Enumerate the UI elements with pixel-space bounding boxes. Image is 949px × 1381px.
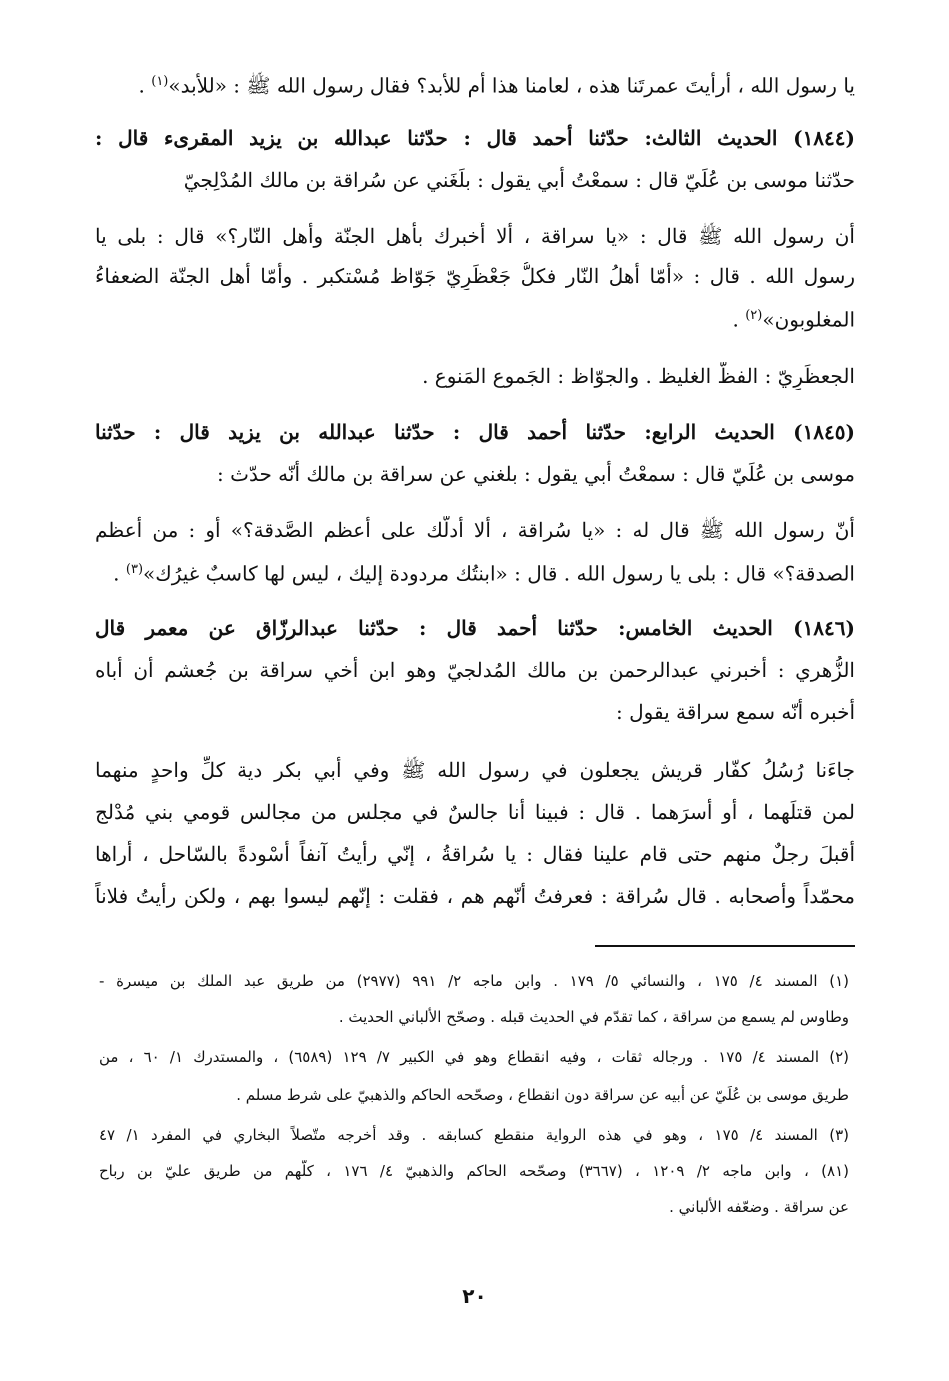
hadith-heading: (١٨٤٦) الحديث الخامس: حدّثنا أحمد قال : حدّثنا عبدالرزّاق عن معمر قال <box>95 616 855 640</box>
text-line: المغلوبون»$^{(٢)}$ . <box>732 307 855 332</box>
text-line: موسى بن عُلَيّ قال : سمعْتُ أبي يقول : بلغني عن سراقة بن مالك أنّه حدّث : <box>217 462 855 486</box>
text-line: يا رسول الله ، أرأيتَ عمرتَنا هذه ، لعامنا هذا أم للأبد؟ فقال رسول الله ﷺ : «للأبد»$^{(١)}$ . <box>138 73 855 98</box>
text-line: حدّثنا موسى بن عُلَيّ قال : سمعْتُ أبي يقول : بلَغَني عن سُراقة بن مالك المُدْلِجيّ <box>183 168 855 192</box>
text-line: لمن قتلَهما ، أو أسرَهما . قال : فبينا أنا جالسٌ في مجلس من مجالس قومي بني مُدْلج <box>95 800 855 824</box>
text-line: الزُّهري : أخبرني عبدالرحمن بن مالك المُدلجيّ وهو ابن أخي سراقة بن جُعشم أن أباه <box>95 658 855 682</box>
text-line: محمّداً وأصحابه . قال سُراقة : فعرفتُ أنّهم هم ، فقلت : إنّهم ليسوا بهم ، ولكن رأيتُ فلاناً <box>95 884 855 908</box>
footnote-line: وطاوس لم يسمع من سراقة ، كما تقدّم في الحديث قبله . وصحّح الألباني الحديث . <box>338 1008 849 1026</box>
text-line: جاءَنا رُسُلُ كفّار قريش يجعلون في رسول الله ﷺ وفي أبي بكر دية كلِّ واحدٍ منهما <box>95 758 855 782</box>
footnote-line: طريق موسى بن عُلَيّ عن أبيه عن سراقة دون انقطاع ، وصحّحه الحاكم والذهبيّ على شرط مسلم . <box>236 1086 849 1104</box>
hadith-heading: (١٨٤٤) الحديث الثالث: حدّثنا أحمد قال : حدّثنا عبدالله بن يزيد المقرىء قال : <box>95 126 855 150</box>
text-line: رسول الله . قال : «أمّا أهلُ النّار فكلُّ جَعْظَرِيّ جَوّاظ مُسْتكبر . وأمّا أهل الجنّة الضعفاءُ <box>95 264 855 288</box>
footnote-line: (١) المسند ٤/ ١٧٥ ، والنسائي ٥/ ١٧٩ . وابن ماجه ٢/ ٩٩١ (٢٩٧٧) من طريق عبد الملك بن ميسرة - <box>99 972 849 990</box>
text-line: أنّ رسول الله ﷺ قال له : «يا سُراقة ، ألا أدلُّك على أعظم الصَّدقة؟» أو : من أعظم <box>95 518 855 542</box>
hadith-heading: (١٨٤٥) الحديث الرابع: حدّثنا أحمد قال : حدّثنا عبدالله بن يزيد قال : حدّثنا <box>95 420 855 444</box>
text-line: الصدقة؟» قال : بلى يا رسول الله . قال : «ابنتُك مردودة إليك ، ليس لها كاسبٌ غيرُك»$^{(٣)}$ . <box>113 561 855 586</box>
footnote-divider <box>595 945 855 947</box>
footnote-line: عن سراقة . وضعّفه الألباني . <box>669 1198 849 1216</box>
footnote-line: (٢) المسند ٤/ ١٧٥ . ورجاله ثقات ، وفيه انقطاع وهو في الكبير ٧/ ١٢٩ (٦٥٨٩) ، والمستدرك ١/ ٦٠ ، من <box>99 1048 849 1066</box>
footnote-line: (٨١) ، وابن ماجه ٢/ ١٢٠٩ ، (٣٦٦٧) وصحّحه الحاكم والذهبيّ ٤/ ١٧٦ ، كلّهم من طريق عليّ بن رباح <box>99 1162 849 1180</box>
text-line: أقبلَ رجلٌ منهم حتى قام علينا فقال : يا سُراقةُ ، إنّي رأيتُ آنفاً أسْودةً بالسّاحل ، أُراها <box>95 842 855 866</box>
footnote-line: (٣) المسند ٤/ ١٧٥ ، وهو في هذه الرواية منقطع كسابقه . وقد أخرجه متّصلاً البخاري في المفرد ١/ ٤٧ <box>99 1126 849 1144</box>
text-line: أن رسول الله ﷺ قال : «يا سراقة ، ألا أُخبرك بأهل الجنّة وأهل النّار؟» قال : بلى يا <box>95 224 855 248</box>
text-line: الجعظَرِيّ : الفظُّ الغليظ . والجوّاظ : الجَموع المَنوع . <box>422 364 855 388</box>
page-number: ٢٠ <box>462 1284 487 1308</box>
text-line: أخبره أنّه سمع سراقة يقول : <box>616 700 855 724</box>
